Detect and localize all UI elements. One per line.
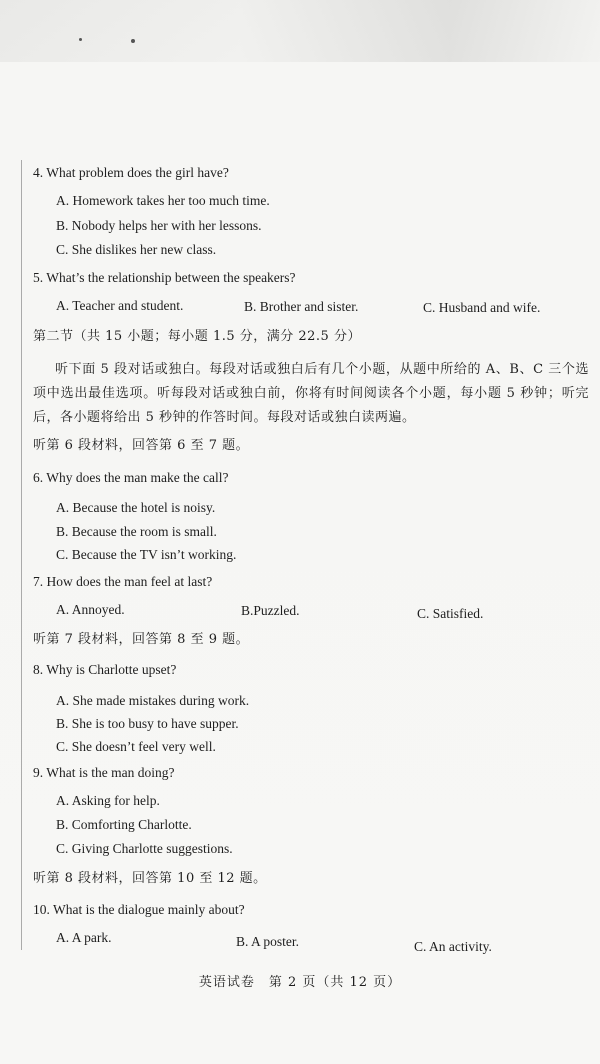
q7-option-c: C. Satisfied. [417,606,484,621]
section-2-instructions: 听下面 5 段对话或独白。每段对话或独白后有几个小题，从题中所给的 A、B、C 三个选项中选出最佳选项。听每段对话或独白前，你将有时间阅读各个小题，每小题 5 秒钟；听完后，各小题将给出 5 秒钟的作答时间。每段对话或独白读两遍。 [33,362,589,425]
question-6: 6. Why does the man make the call? [33,470,229,485]
margin-line [21,160,22,950]
q8-option-c: C. She doesn’t feel very well. [56,739,216,754]
q4-option-a: A. Homework takes her too much time. [56,193,270,208]
q5-option-b: B. Brother and sister. [244,299,359,314]
question-8: 8. Why is Charlotte upset? [33,662,177,677]
scan-speck [131,39,135,43]
q5-option-c: C. Husband and wife. [423,300,541,315]
q6-option-c: C. Because the TV isn’t working. [56,547,237,562]
question-5: 5. What’s the relationship between the speakers? [33,270,296,285]
q10-option-a: A. A park. [56,930,112,945]
q10-option-c: C. An activity. [414,939,492,954]
q9-option-b: B. Comforting Charlotte. [56,817,192,832]
section-2-heading: 第二节（共 15 小题；每小题 1.5 分，满分 22.5 分） [33,329,361,344]
q8-option-b: B. She is too busy to have supper. [56,716,239,731]
q9-option-a: A. Asking for help. [56,793,160,808]
material-6-heading: 听第 6 段材料，回答第 6 至 7 题。 [33,438,250,453]
q4-option-c: C. She dislikes her new class. [56,242,217,257]
q5-option-a: A. Teacher and student. [56,298,184,313]
q7-option-a: A. Annoyed. [56,602,125,617]
q9-option-c: C. Giving Charlotte suggestions. [56,841,233,856]
question-7: 7. How does the man feel at last? [33,574,213,589]
scan-shadow [0,0,600,62]
question-4: 4. What problem does the girl have? [33,165,229,180]
material-8-heading: 听第 8 段材料，回答第 10 至 12 题。 [33,871,267,886]
q4-option-b: B. Nobody helps her with her lessons. [56,218,262,233]
q7-option-b: B.Puzzled. [241,603,300,618]
question-9: 9. What is the man doing? [33,765,175,780]
q8-option-a: A. She made mistakes during work. [56,693,250,708]
question-10: 10. What is the dialogue mainly about? [33,902,245,917]
scan-speck [79,38,82,41]
q6-option-a: A. Because the hotel is noisy. [56,500,216,515]
q10-option-b: B. A poster. [236,934,300,949]
q6-option-b: B. Because the room is small. [56,524,217,539]
material-7-heading: 听第 7 段材料，回答第 8 至 9 题。 [33,632,250,647]
page-footer: 英语试卷 第 2 页（共 12 页） [198,975,402,990]
